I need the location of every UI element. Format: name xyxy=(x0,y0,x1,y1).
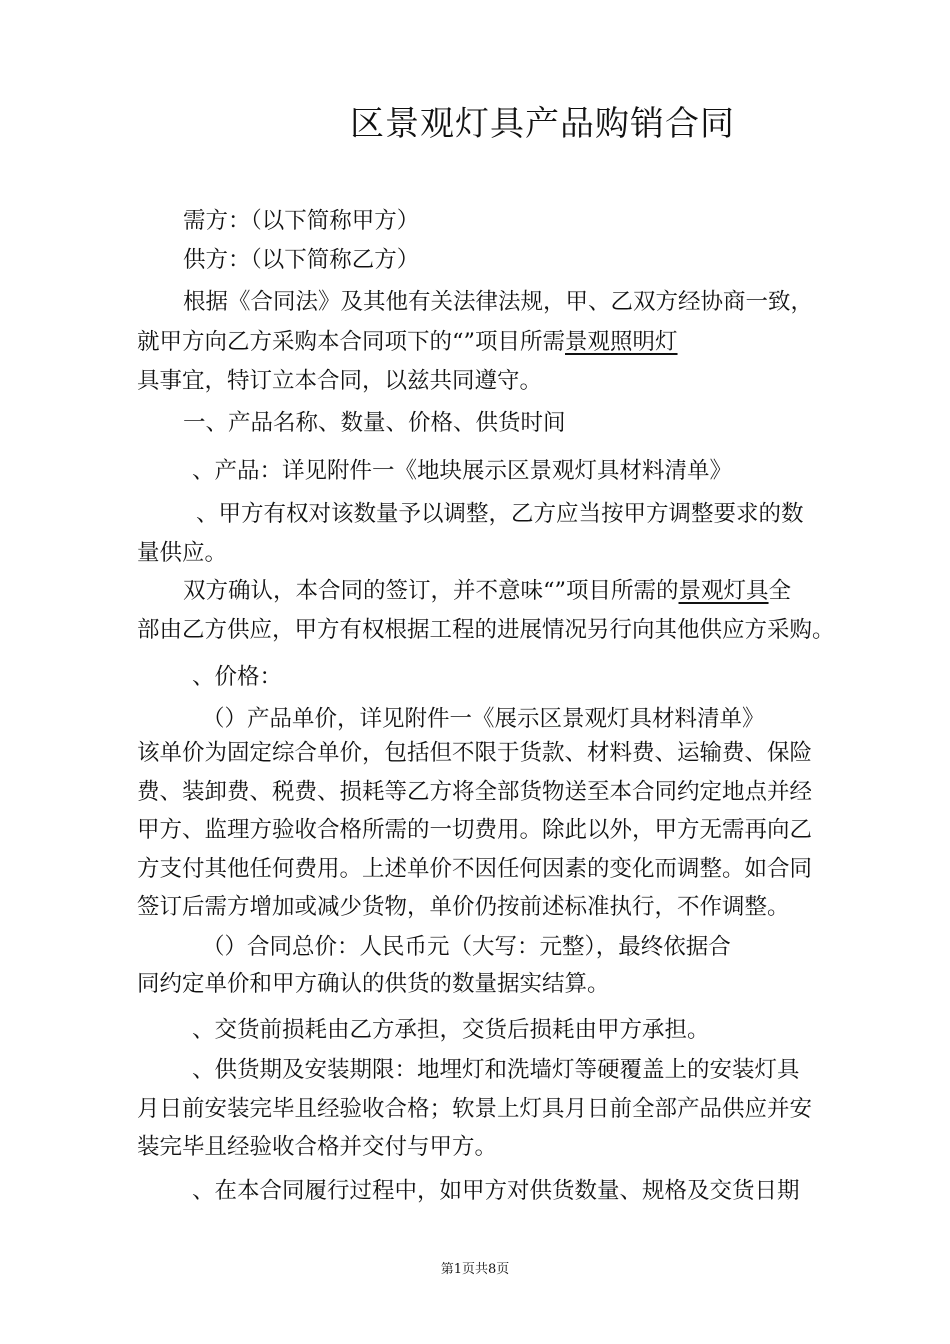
text-line: 就甲方向乙方采购本合同项下的“”项目所需景观照明灯 xyxy=(137,329,678,355)
text-line: （）产品单价，详见附件一《展示区景观灯具材料清单》 xyxy=(202,706,765,732)
text-line: 甲方、监理方验收合格所需的一切费用。除此以外，甲方无需再向乙 xyxy=(137,817,813,843)
text-line: 根据《合同法》及其他有关法律法规，甲、乙双方经协商一致， xyxy=(183,289,814,315)
text-line: 量供应。 xyxy=(137,540,228,566)
text-line: 部由乙方供应，甲方有权根据工程的进展情况另行向其他供应方采购。 xyxy=(137,617,835,643)
section-heading: 一、产品名称、数量、价格、供货时间 xyxy=(183,410,566,436)
text-line-need-party: 需方：（以下简称甲方） xyxy=(183,208,420,234)
text-line: 装完毕且经验收合格并交付与甲方。 xyxy=(137,1134,498,1160)
text-line: 、在本合同履行过程中，如甲方对供货数量、规格及交货日期 xyxy=(192,1178,800,1204)
text-line: 、价格： xyxy=(192,664,283,690)
text-line: 费、装卸费、税费、损耗等乙方将全部货物送至本合同约定地点并经 xyxy=(137,779,813,805)
underlined-term: 景观照明灯 xyxy=(565,329,678,355)
text-line: 方支付其他任何费用。上述单价不因任何因素的变化而调整。如合同 xyxy=(137,856,813,882)
text-line: 、交货前损耗由乙方承担，交货后损耗由甲方承担。 xyxy=(192,1017,710,1043)
text-line: 具事宜，特订立本合同，以兹共同遵守。 xyxy=(137,368,543,394)
underlined-term: 景观灯具 xyxy=(678,578,769,604)
text-line: 、甲方有权对该数量予以调整，乙方应当按甲方调整要求的数 xyxy=(196,501,804,527)
text-line: 、供货期及安装期限：地埋灯和洗墙灯等硬覆盖上的安装灯具 xyxy=(192,1057,800,1083)
text-line: 该单价为固定综合单价，包括但不限于货款、材料费、运输费、保险 xyxy=(137,740,813,766)
text-line: 月日前安装完毕且经验收合格；软景上灯具月日前全部产品供应并安 xyxy=(137,1096,813,1122)
text-line: （）合同总价：人民币元（大写：元整），最终依据合 xyxy=(202,934,731,960)
document-title: 区景观灯具产品购销合同 xyxy=(350,104,735,144)
text-line: 同约定单价和甲方确认的供货的数量据实结算。 xyxy=(137,971,610,997)
text-line: 双方确认，本合同的签订，并不意味“”项目所需的景观灯具全 xyxy=(183,578,792,604)
page-footer: 第1页共8页 xyxy=(440,1262,510,1277)
text-line: 、产品：详见附件一《地块展示区景观灯具材料清单》 xyxy=(192,458,733,484)
text-line-supply-party: 供方：（以下简称乙方） xyxy=(183,247,420,273)
text-line: 签订后需方增加或减少货物，单价仍按前述标准执行，不作调整。 xyxy=(137,894,790,920)
